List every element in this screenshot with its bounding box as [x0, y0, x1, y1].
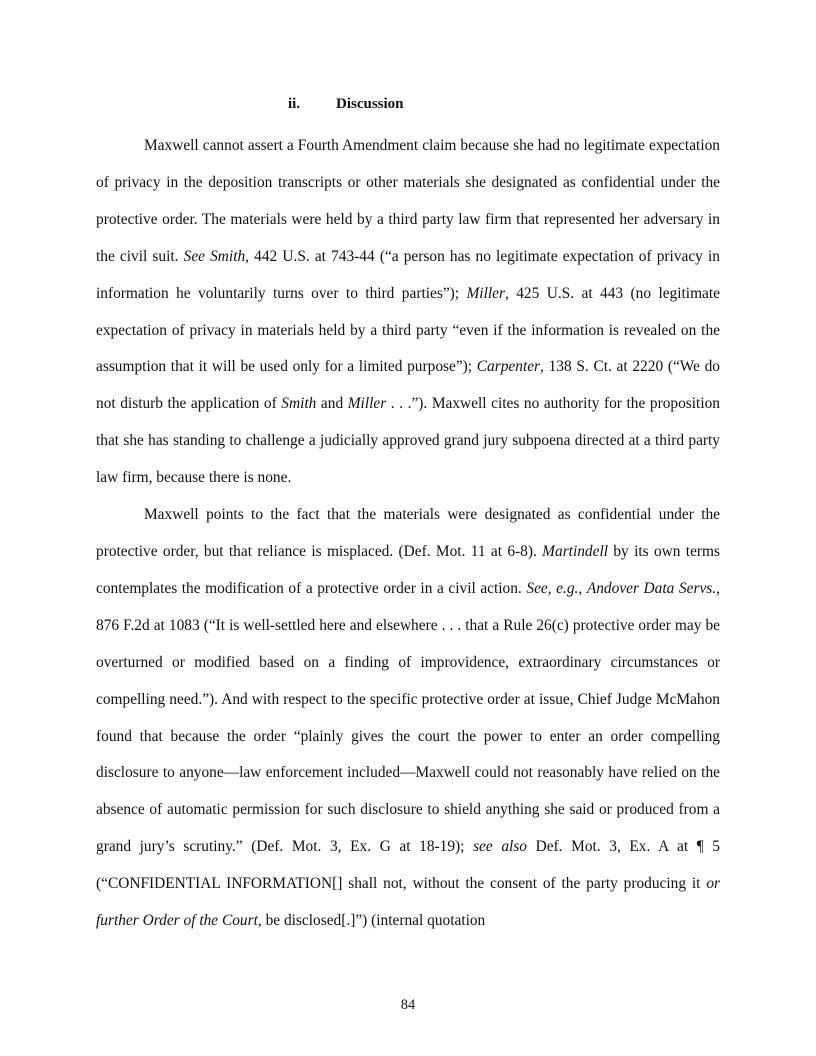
citation-italic: or further Order of the Court	[96, 875, 720, 930]
text-run: , 138 S. Ct. at 2220 (“We do not disturb the application of	[96, 358, 720, 413]
text-run: , 876 F.2d at 1083 (“It is well-settled here and elsewhere . . . that a Rule 26(c) protective order may be overturned or modified based on a finding of improvidence, extraordinary circumstances or compelling need.”). And with respect to the specific protective order at issue, Chief Judge McMahon found that because the order “plainly gives the court the power to enter an order compelling disclosure to anyone—law enforcement included—Maxwell could not reasonably have relied on the absence of automatic permission for such disclosure to shield anything she said or produced from a grand jury’s scrutiny.” (Def. Mot. 3, Ex. G at 18-19);	[96, 579, 720, 856]
paragraph	[96, 497, 720, 940]
text-run: by its own terms contemplates the modification of a protective order in a civil action.	[96, 542, 720, 597]
section-heading	[288, 96, 404, 113]
citation-italic: Miller	[347, 395, 387, 413]
citation-italic: Smith	[281, 395, 317, 413]
text-run: . . .”). Maxwell cites no authority for the proposition that she has standing to challenge a judicially approved grand jury subpoena directed at a third party law firm, because there is none.	[96, 395, 720, 487]
body-text	[96, 128, 720, 940]
citation-italic: See, e.g.	[526, 579, 579, 597]
citation-italic: Andover Data Servs.	[586, 579, 717, 597]
citation-italic: Carpenter	[476, 358, 541, 376]
citation-italic: see also	[473, 838, 527, 856]
citation-italic: Miller	[466, 284, 505, 302]
text-run: and	[316, 395, 348, 413]
text-run: , be disclosed[.]”) (internal quotation	[257, 912, 486, 930]
section-number: ii.	[288, 96, 301, 112]
citation-italic: See Smith	[183, 247, 246, 265]
text-run: ,	[578, 579, 587, 597]
text-run: , 425 U.S. at 443 (no legitimate expectation of privacy in materials held by a third party “even if the information is revealed on the assumption that it will be used only for a limited purpose”);	[96, 284, 720, 376]
text-run: Def. Mot. 3, Ex. A at ¶ 5 (“CONFIDENTIAL INFORMATION[] shall not, without the consent of the party producing it	[96, 838, 720, 893]
paragraph	[96, 128, 720, 497]
text-run: Maxwell cannot assert a Fourth Amendment claim because she had no legitimate expectation of privacy in the deposition transcripts or other materials she designated as confidential under the protective order. The materials were held by a third party law firm that represented her adversary in the civil suit.	[96, 137, 720, 265]
text-run: , 442 U.S. at 743-44 (“a person has no legitimate expectation of privacy in information he voluntarily turns over to third parties”);	[96, 247, 720, 302]
text-run: Maxwell points to the fact that the materials were designated as confidential under the protective order, but that reliance is misplaced. (Def. Mot. 11 at 6-8).	[96, 506, 720, 560]
section-title: Discussion	[336, 96, 404, 112]
page-number: 84	[400, 997, 416, 1013]
citation-italic: Martindell	[542, 542, 609, 560]
